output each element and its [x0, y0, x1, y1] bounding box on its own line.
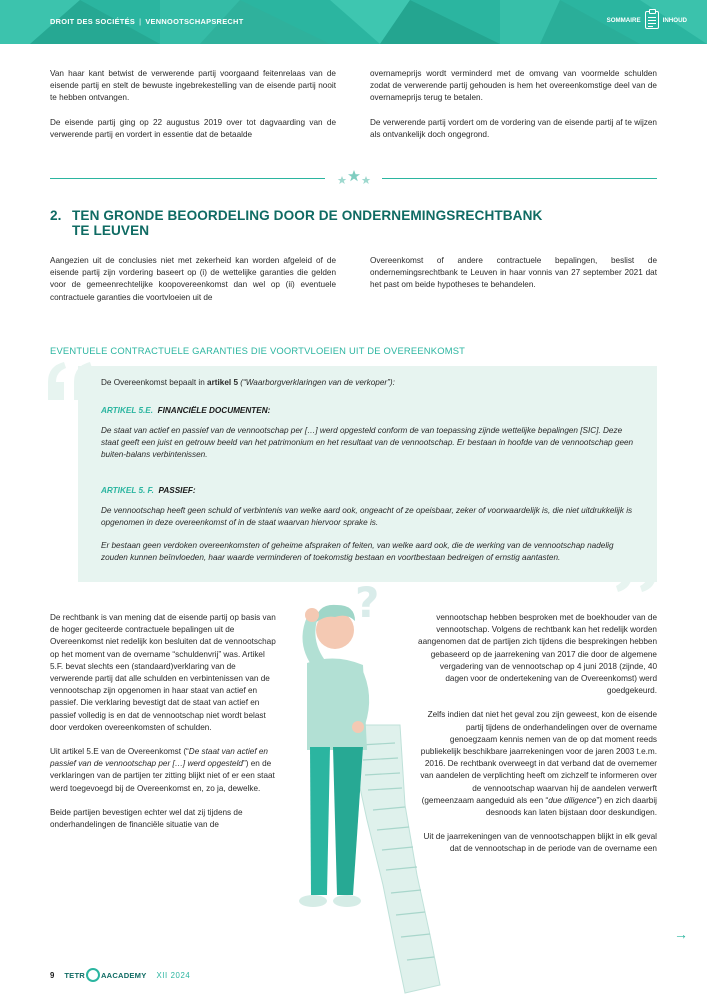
- article-code: ARTIKEL 5.E.: [101, 406, 154, 415]
- header-section-title: [50, 17, 244, 26]
- table-of-contents-link[interactable]: [607, 11, 687, 29]
- paragraph: Beide partijen bevestigen echter wel dat zij tijdens de onderhandelingen de financiële situatie van de: [50, 807, 243, 830]
- quote-intro: [101, 378, 395, 387]
- section-fr: DROIT DES SOCIÉTÉS: [50, 17, 136, 26]
- sommaire-label[interactable]: SOMMAIRE: [606, 16, 641, 24]
- paragraph: Uit de jaarrekeningen van de vennootschappen blijkt in elk geval dat de vennootschap in de periode van de overname een: [423, 832, 657, 854]
- stars-icon: [336, 170, 372, 186]
- confused-person-illustration: [255, 575, 460, 1000]
- quote-intro-italic: (“Waarborgverklaringen van de verkoper”):: [238, 378, 395, 387]
- quote-intro-text: De Overeenkomst bepaalt in: [101, 378, 208, 387]
- article-text: De staat van actief en passief van de vennootschap per […] werd opgesteld conform de van toepassing zijnde wettelijke bepalingen [SIC]. Deze staat geeft een juist en getrouw beeld van het patrimonium en het resultaat van de vennootschap. Er bestaan in hoofde van de vennootschap geen buiten-balans verbintenissen.: [101, 426, 634, 460]
- section-number: 2.: [50, 208, 62, 223]
- edition-label: XII 2024: [156, 970, 191, 980]
- paragraph: Aangezien uit de conclusies niet met zekerheid kan worden afgeleid of de eisende partij zijn vordering baseert op (i) de wettelijke garanties die gelden voor de gemeenrechtelijke koopovereenkomst dan wel op (ii) eventuele contractuele garanties die voortvloeien uit de: [50, 256, 336, 302]
- paragraph: Overeenkomst of andere contractuele bepalingen, beslist de ondernemingsrechtbank te Leuven in haar vonnis van 27 september 2021 dat het past om beide hypotheses te behandelen.: [370, 256, 657, 290]
- section-title-line1: TEN GRONDE BEOORDELING DOOR DE ONDERNEMINGSRECHTBANK: [72, 208, 543, 223]
- svg-text:?: ?: [355, 578, 380, 627]
- next-page-arrow-icon[interactable]: →: [674, 926, 688, 942]
- paragraph: De eisende partij ging op 22 augustus 2019 over tot dagvaarding van de verwerende partij en vordert in essentie dat de betaalde: [50, 117, 336, 139]
- article-heading: [101, 486, 196, 495]
- section-separator: |: [139, 17, 142, 26]
- paragraph: Uit artikel 5.E van de Overeenkomst (“De staat van actief en passief van de vennootschap per […] werd opgesteld”) en de verklaringen van de partijen ter zitting blijkt niet of er een staat werd toegevoegd bij de Overeenkomst en, zo ja, dewelke.: [50, 747, 275, 793]
- clipboard-icon[interactable]: [645, 11, 659, 29]
- section-title-line2: TE LEUVEN: [72, 223, 150, 238]
- paragraph: vennootschap hebben besproken met de boekhouder van de vennootschap. Volgens de rechtbank kan het redelijk worden aangenomen dat de partijen zich tijdens die besprekingen hebben gebaseerd op de jaarrekening van 2017 die door de algemene vergadering van de vennootschap op 4 juni 2018 (zijnde, 40 dagen voor de ondertekening van de Overeenkomst) werd goedgekeurd.: [418, 613, 657, 696]
- open-quote-icon: [40, 360, 100, 402]
- intro-right-column: [370, 68, 657, 141]
- tetra-academy-logo: TETR A ACADEMY: [64, 968, 146, 982]
- article-heading: [101, 406, 270, 415]
- paragraph: Zelfs indien dat niet het geval zou zijn geweest, kon de eisende partij tijdens de onderhandelingen over de overname genoegzaam kennis nemen van de op dat moment reeds publiekelijk beschikbare jaarrekeningen voor de jaren 2003 t.e.m. 2016. De rechtbank overweegt in dat verband dat de overnemer van aandelen de verplichting heeft om zichzelf te informeren over de vennootschap waarvan hij de aandelen verwerft (gemeenzaam aangeduid als een “due diligence”) en zich daarbij desnoods kan laten bijstaan door deskundigen.: [420, 710, 657, 818]
- section-heading: [50, 208, 657, 238]
- page-footer: [50, 968, 190, 982]
- article-name: FINANCIËLE DOCUMENTEN:: [157, 406, 271, 415]
- body-left-column: [50, 612, 278, 831]
- section2-left-column: [50, 255, 336, 304]
- subsection-title: EVENTUELE CONTRACTUELE GARANTIES DIE VOORTVLOEIEN UIT DE OVEREENKOMST: [50, 345, 466, 356]
- page-header: [0, 0, 707, 44]
- article-text: Er bestaan geen verdoken overeenkomsten of geheime afspraken of feiten, van welke aard ook, die de werking van de vennootschap nadelig zouden kunnen beïnvloeden, haar waarde verminderen of toekomstig bestaan en voortbestaan bedreigen of ernstig aantasten.: [101, 541, 614, 563]
- paragraph: Van haar kant betwist de verwerende partij voorgaand feitenrelaas van de eisende partij en stelt de bewuste ingebrekestelling van de eisende partij nooit te hebben ontvangen.: [50, 69, 336, 103]
- paragraph: overnameprijs wordt verminderd met de omvang van voormelde schulden zodat de verwerende partij gehouden is hem het overeenkomstige deel van de overnameprijs terug te betalen.: [370, 69, 657, 103]
- intro-left-column: [50, 68, 336, 141]
- article-name: PASSIEF:: [158, 486, 196, 495]
- article-code: ARTIKEL 5. F.: [101, 486, 154, 495]
- section-nl: VENNOOTSCHAPSRECHT: [145, 17, 244, 26]
- quote-intro-bold: artikel 5: [207, 378, 238, 387]
- inhoud-label[interactable]: INHOUD: [662, 16, 687, 24]
- paragraph: De verwerende partij vordert om de vordering van de eisende partij af te wijzen als ontvankelijk doch ongegrond.: [370, 117, 657, 139]
- logo-ring-icon: [86, 968, 100, 982]
- section2-right-column: [370, 255, 657, 292]
- page-number: 9: [50, 970, 55, 980]
- paragraph: De rechtbank is van mening dat de eisende partij op basis van de hoger geciteerde contractuele bepalingen uit de Overeenkomst niet redelijk kon besluiten dat de vennootschap op het moment van de overname “schuldenvrij” was. Artikel 5.F. bevat slechts een (standaard)verklaring van de verwerende partij dat alle schulden en verbintenissen van de vennootschap zijn opgenomen in haar staat van actief en passief. Die verklaring bevestigt dat de staat van actief en passief volledig is en dat de vennootschap niet wordt belast door verdoken overeenkomsten of schulden.: [50, 613, 276, 732]
- article-text: De vennootschap heeft geen schuld of verbintenis van welke aard ook, ongeacht of ze opeisbaar, zeker of voorwaardelijk is, die niet uitdrukkelijk is opgenomen in deze overeenkomst of in de staat waarvan hiervoor sprake is.: [101, 506, 633, 528]
- section-divider: [50, 170, 657, 186]
